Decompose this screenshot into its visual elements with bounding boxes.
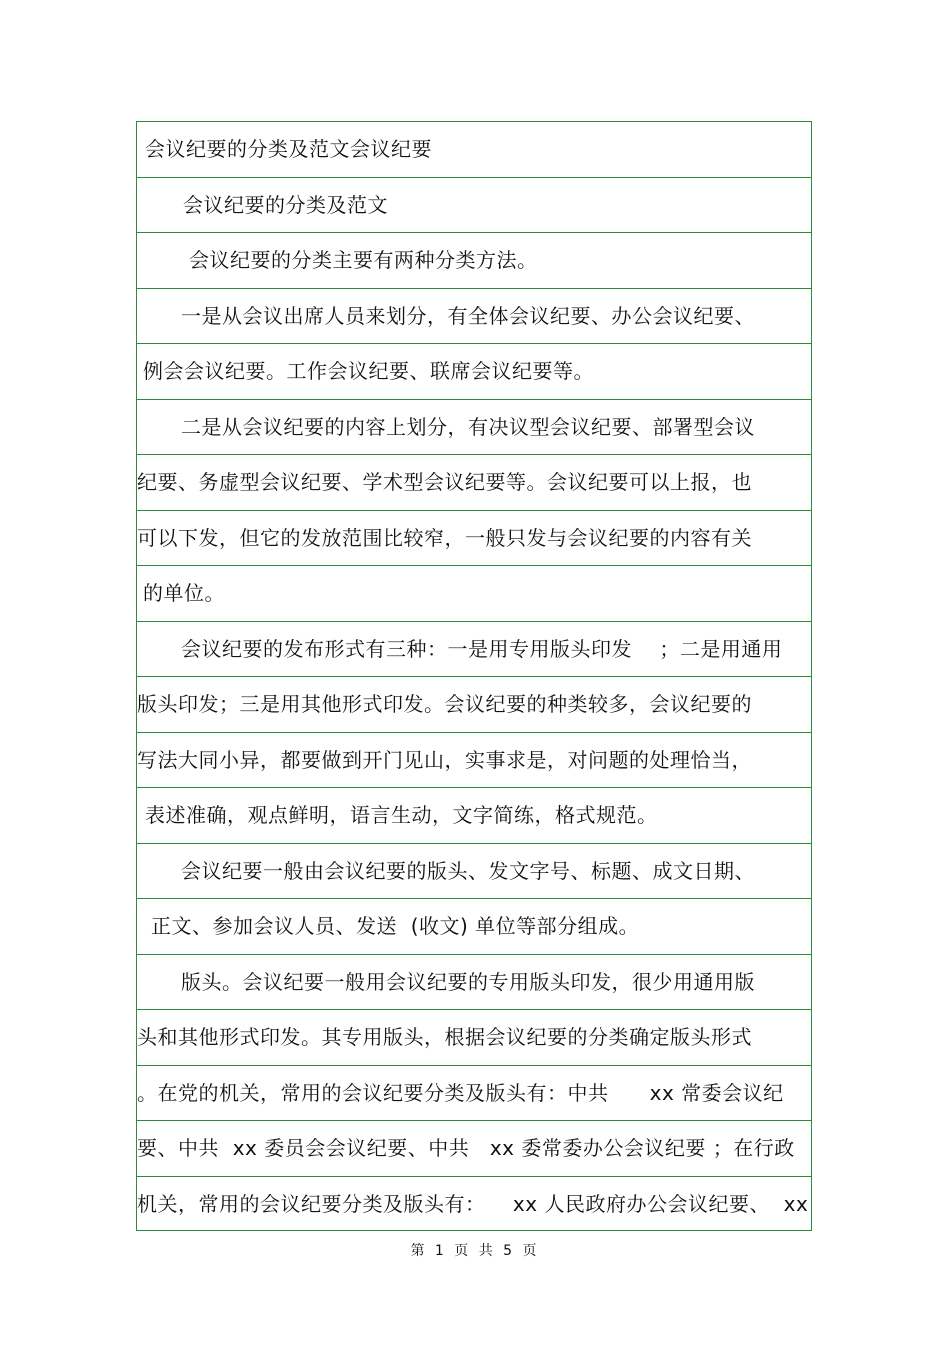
document-line-row xyxy=(137,1010,811,1066)
document-line-row xyxy=(137,677,811,733)
document-line-row xyxy=(137,899,811,955)
document-line-row xyxy=(137,955,811,1011)
page-indicator: 第 1 页 共 5 页 xyxy=(410,1243,540,1259)
document-text-line: 例会会议纪要。工作会议纪要、联席会议纪要等。 xyxy=(143,359,594,384)
document-text-line: 会议纪要的发布形式有三种：一是用专用版头印发 ；二是用通用 xyxy=(181,636,783,661)
document-text-line: 的单位。 xyxy=(143,581,225,606)
document-line-row xyxy=(137,178,811,234)
document-text-line: 二是从会议纪要的内容上划分，有决议型会议纪要、部署型会议 xyxy=(181,414,755,439)
document-text-line: 会议纪要一般由会议纪要的版头、发文字号、标题、成文日期、 xyxy=(181,858,755,883)
document-text-line: 机关，常用的会议纪要分类及版头有： xx 人民政府办公会议纪要、 xx xyxy=(137,1192,809,1217)
document-text-line: 正文、参加会议人员、发送 (收文) 单位等部分组成。 xyxy=(151,914,640,939)
document-text-line: 要、中共 xx 委员会会议纪要、中共 xx 委常委办公会议纪要 ；在行政 xyxy=(137,1136,795,1161)
document-line-row xyxy=(137,844,811,900)
document-line-row xyxy=(137,788,811,844)
document-line-row xyxy=(137,233,811,289)
document-title: 会议纪要的分类及范文会议纪要 xyxy=(145,137,432,162)
document-line-row xyxy=(137,511,811,567)
document-line-row xyxy=(137,122,811,178)
document-line-row xyxy=(137,622,811,678)
document-line-row xyxy=(137,400,811,456)
document-subtitle: 会议纪要的分类及范文 xyxy=(183,192,388,217)
document-line-row xyxy=(137,733,811,789)
document-line-row xyxy=(137,289,811,345)
document-line-row xyxy=(137,566,811,622)
document-text-line: 可以下发，但它的发放范围比较窄，一般只发与会议纪要的内容有关 xyxy=(137,525,752,550)
document-text-line: 版头。会议纪要一般用会议纪要的专用版头印发，很少用通用版 xyxy=(181,969,755,994)
document-text-line: 表述准确，观点鲜明，语言生动，文字简练，格式规范。 xyxy=(145,803,658,828)
document-text-line: 会议纪要的分类主要有两种分类方法。 xyxy=(189,248,538,273)
document-text-line: 版头印发；三是用其他形式印发。会议纪要的种类较多，会议纪要的 xyxy=(137,692,752,717)
document-text-line: 。在党的机关，常用的会议纪要分类及版头有：中共 xx 常委会议纪 xyxy=(137,1080,784,1105)
document-line-row xyxy=(137,1066,811,1122)
document-line-row xyxy=(137,1177,811,1233)
document-text-line: 纪要、务虚型会议纪要、学术型会议纪要等。会议纪要可以上报，也 xyxy=(137,470,752,495)
document-line-row xyxy=(137,1121,811,1177)
document-text-line: 写法大同小异，都要做到开门见山，实事求是，对问题的处理恰当， xyxy=(137,747,752,772)
document-text-line: 头和其他形式印发。其专用版头，根据会议纪要的分类确定版头形式 xyxy=(137,1025,752,1050)
document-text-line: 一是从会议出席人员来划分，有全体会议纪要、办公会议纪要、 xyxy=(181,303,755,328)
document-line-row xyxy=(137,455,811,511)
document-frame xyxy=(136,121,812,1231)
document-line-row xyxy=(137,344,811,400)
